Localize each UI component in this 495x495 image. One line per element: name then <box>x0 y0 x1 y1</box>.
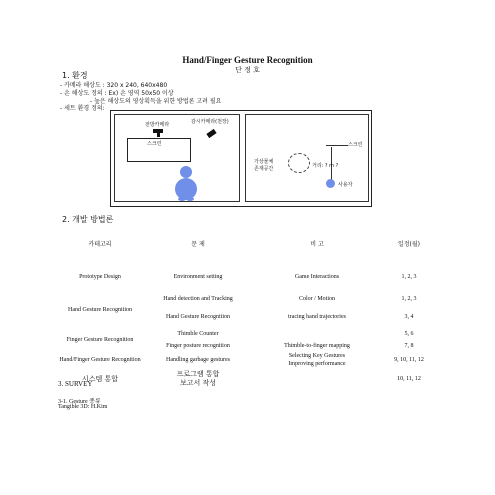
development-plan-table <box>58 236 438 390</box>
table-row <box>58 292 438 306</box>
cell-note <box>254 328 380 340</box>
cell-task: Thimble Counter <box>177 331 219 337</box>
cell-schedule: 9, 10, 11, 12 <box>394 357 424 363</box>
section1-heading: 1. 환경 <box>62 71 88 80</box>
cell-task: Handling garbage gestures <box>166 357 230 363</box>
cell-schedule: 7, 8 <box>404 343 414 349</box>
ceiling-camera-label: 감시카메라(천장) <box>191 119 229 125</box>
task-line-1: 프로그램 통합 <box>176 370 220 378</box>
side-view-panel <box>245 114 369 202</box>
distance-label: 거리: ? m ? <box>312 163 339 169</box>
cell-note: Game Interactions <box>294 274 340 280</box>
user-figure-icon <box>172 165 202 201</box>
cell-category: 시스템 통합 <box>81 375 119 383</box>
cell-schedule: 1, 2, 3 <box>401 274 417 280</box>
cell-category: Finger Gesture Recognition <box>66 337 134 343</box>
cell-category: Hand Gesture Recognition <box>68 307 132 313</box>
note-line-1: Selecting Key Gestures <box>288 353 346 359</box>
cell-category: Hand/Finger Gesture Recognition <box>59 357 141 363</box>
table-row <box>58 352 438 368</box>
column-header-task: 문 제 <box>191 240 205 248</box>
cell-category: Prototype Design <box>79 274 121 280</box>
cell-schedule: 3, 4 <box>404 314 414 320</box>
cell-task: Hand Gesture Recognition <box>166 314 230 320</box>
author-name: 단 정 호 <box>235 66 260 74</box>
virtual-space-label-2: 존재공간 <box>254 166 274 172</box>
cell-note <box>254 368 380 390</box>
virtual-space-label-1: 가상물체 <box>254 159 274 165</box>
document-title: Hand/Finger Gesture Recognition <box>182 55 313 65</box>
camera-mount-icon <box>157 133 160 137</box>
front-camera-label: 전방카메라 <box>145 122 170 128</box>
survey-item-2: Tangible 3D: H.Kim <box>58 404 108 410</box>
table-header-row <box>58 236 438 250</box>
note-line-2: Improving performance <box>288 361 346 367</box>
cell-task: Hand detection and Tracking <box>163 296 233 302</box>
setup-figure <box>110 110 372 207</box>
cell-note: tracing hand trajectories <box>288 314 346 320</box>
cell-note <box>254 352 380 368</box>
user-dot-icon <box>326 179 335 188</box>
ceiling-camera-icon <box>206 129 216 138</box>
section1-line-4: - 세트 환경 정의: <box>60 105 105 112</box>
section3-heading: 3. SURVEY <box>58 380 93 388</box>
table-row <box>58 270 438 284</box>
column-header-category: 카테고리 <box>88 240 112 248</box>
cell-task <box>142 368 254 390</box>
screen-line <box>326 145 348 146</box>
section1-line-2: - 손 해상도 정의 : Ex) 손 영역 50x50 이상 <box>60 90 174 97</box>
column-header-note: 비 고 <box>310 240 324 248</box>
cell-note: Color / Motion <box>298 296 335 302</box>
task-line-2: 보고서 작성 <box>179 379 217 387</box>
cell-task: Finger posture recognition <box>166 343 230 349</box>
table-row <box>58 328 438 340</box>
section1-line-1: - 카메라 해상도 : 320 x 240, 640x480 <box>60 82 168 89</box>
column-header-schedule: 일정(월) <box>397 240 421 248</box>
cell-schedule: 10, 11, 12 <box>397 376 421 382</box>
monitor-label: 스크린 <box>147 141 162 147</box>
cell-schedule: 5, 6 <box>404 331 414 337</box>
cell-note: Thimble-to-finger mapping <box>284 343 350 349</box>
survey-item-1: 3-1. Gesture 종류 <box>58 399 101 405</box>
cell-schedule: 1, 2, 3 <box>401 296 417 302</box>
user-label: 사용자 <box>338 182 353 188</box>
table-row <box>58 368 438 390</box>
screen-label: 스크린 <box>348 142 363 148</box>
virtual-space-circle <box>288 153 310 173</box>
cell-task: Environment setting <box>173 274 223 280</box>
section2-heading: 2. 개발 방법론 <box>62 215 114 224</box>
section1-line-3: - 높은 해상도의 영상획득을 위한 방법론 고려 필요 <box>90 98 222 105</box>
top-view-panel <box>114 114 240 202</box>
